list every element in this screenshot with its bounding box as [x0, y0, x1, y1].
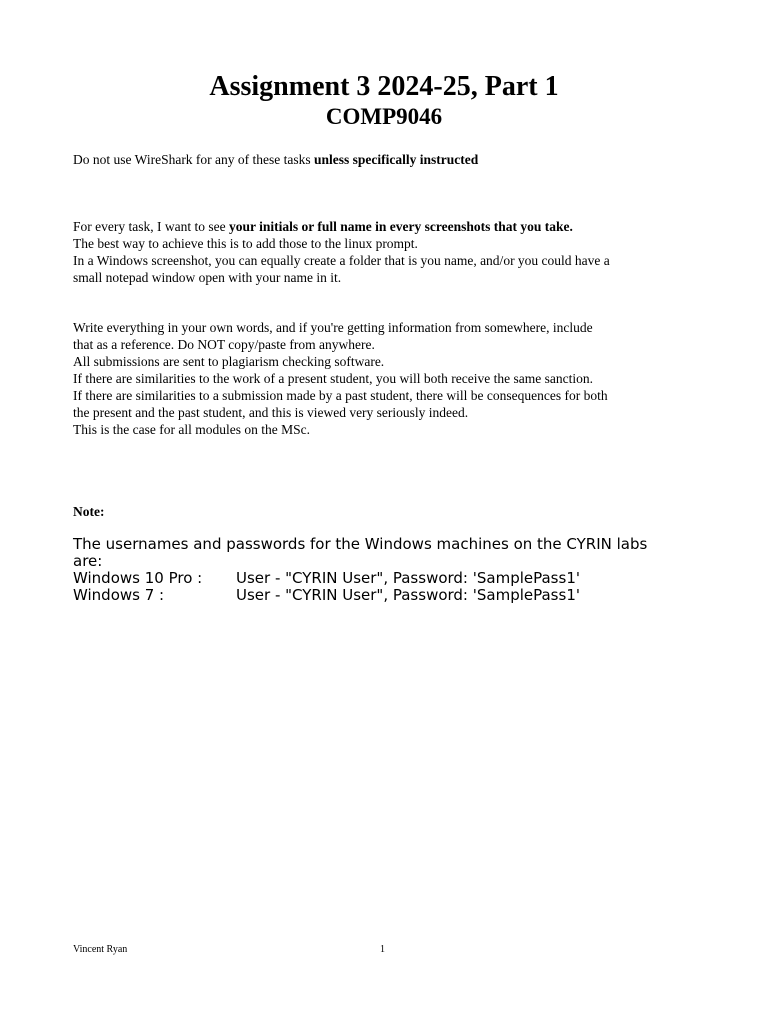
- screenshot-line-4: small notepad window open with your name in it.: [73, 270, 342, 285]
- credentials-row-win7: [73, 587, 703, 604]
- os-credentials: User - "CYRIN User", Password: 'SamplePass1': [236, 569, 580, 587]
- plagiarism-line: This is the case for all modules on the MSc.: [73, 422, 310, 437]
- screenshot-line-1: [73, 218, 698, 235]
- credentials-block: [73, 536, 703, 604]
- credentials-row-win10: [73, 570, 703, 587]
- os-name: Windows 10 Pro :: [73, 569, 203, 587]
- os-name: Windows 7 :: [73, 586, 165, 604]
- plagiarism-line: If there are similarities to the work of a present student, you will both receive the same sanction.: [73, 371, 593, 386]
- plagiarism-line: Write everything in your own words, and if you're getting information from somewhere, include: [73, 320, 593, 335]
- document-title: Assignment 3 2024-25, Part 1: [209, 71, 559, 102]
- credentials-intro-line-1: The usernames and passwords for the Windows machines on the CYRIN labs: [73, 535, 648, 553]
- credentials-intro-line-2: are:: [73, 552, 103, 570]
- wireshark-line: [73, 151, 698, 168]
- screenshot-instructions: [73, 218, 698, 286]
- wireshark-instruction: [73, 151, 698, 168]
- wireshark-emphasis: unless specifically instructed: [314, 152, 479, 167]
- document-subtitle: COMP9046: [325, 104, 443, 129]
- screenshot-line-1-text: For every task, I want to see: [73, 219, 229, 234]
- plagiarism-line: All submissions are sent to plagiarism checking software.: [73, 354, 385, 369]
- plagiarism-line: If there are similarities to a submission made by a past student, there will be consequences for both: [73, 388, 608, 403]
- plagiarism-line: that as a reference. Do NOT copy/paste from anywhere.: [73, 337, 375, 352]
- footer-author: Vincent Ryan: [73, 944, 128, 955]
- footer-page-number: 1: [380, 944, 385, 955]
- screenshot-line-3: In a Windows screenshot, you can equally create a folder that is you name, and/or you could have a: [73, 253, 610, 268]
- screenshot-line-2: The best way to achieve this is to add those to the linux prompt.: [73, 236, 418, 251]
- plagiarism-policy: [73, 319, 698, 438]
- screenshot-line-1-emphasis: your initials or full name in every screenshots that you take.: [228, 219, 573, 234]
- wireshark-text: Do not use WireShark for any of these tasks: [73, 152, 315, 167]
- os-credentials: User - "CYRIN User", Password: 'SamplePass1': [236, 586, 580, 604]
- plagiarism-line: the present and the past student, and this is viewed very seriously indeed.: [73, 405, 469, 420]
- note-heading: Note:: [73, 504, 105, 519]
